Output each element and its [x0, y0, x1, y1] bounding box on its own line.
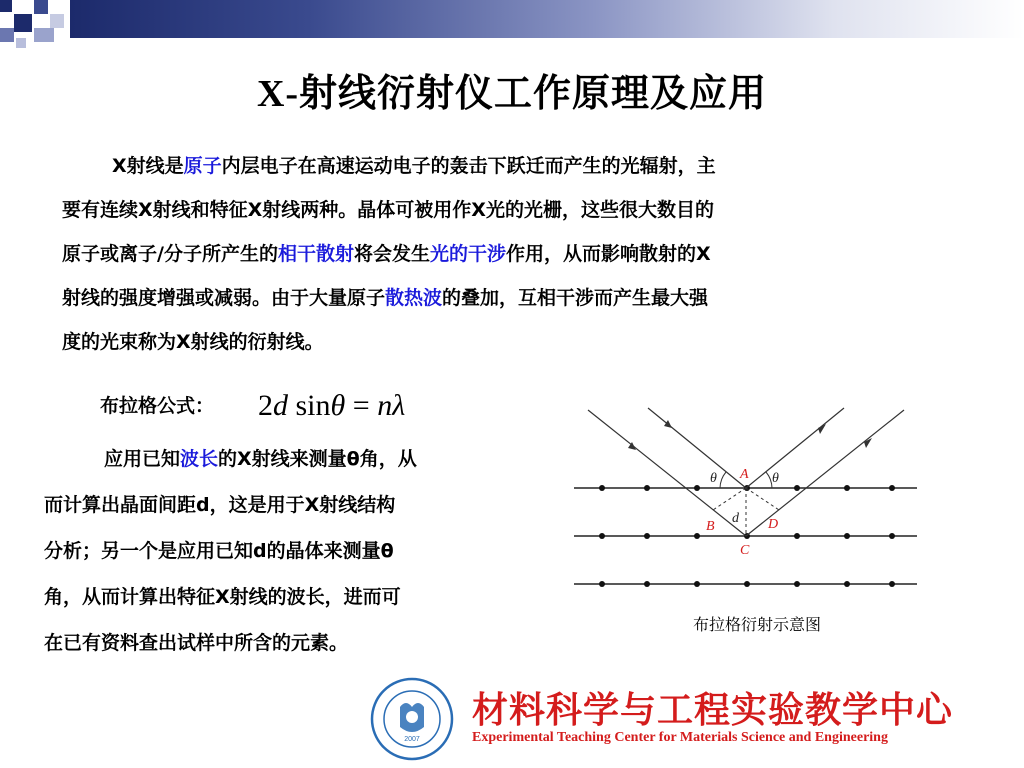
college-seal-logo	[370, 677, 454, 761]
intro-line-2: 要有连续X射线和特征X射线两种。晶体可被用作X光的光栅，这些很大数目的	[62, 199, 714, 221]
page-title: X-射线衍射仪工作原理及应用	[256, 73, 768, 115]
application-line-5: 在已有资料查出试样中所含的元素。	[44, 632, 349, 654]
application-line-3: 分析；另一个是应用已知d的晶体来测量θ	[44, 540, 394, 562]
label-d: d	[732, 511, 739, 526]
highlight-term: 原子	[183, 155, 222, 177]
highlight-term: 波长	[180, 448, 219, 470]
label-D: D	[768, 517, 779, 532]
application-line-1: 应用已知波长的X射线来测量θ角，从	[104, 448, 417, 470]
intro-paragraph	[62, 144, 952, 364]
intro-line-5: 度的光束称为X射线的衍射线。	[62, 331, 324, 353]
bragg-formula-label: 布拉格公式：	[100, 395, 215, 417]
label-A: A	[740, 467, 749, 482]
logo-year: 2007	[404, 736, 420, 743]
label-theta-right: θ	[772, 471, 779, 486]
label-theta-left: θ	[710, 471, 717, 486]
application-line-4: 角，从而计算出特征X射线的波长，进而可	[44, 586, 401, 608]
center-name-english: Experimental Teaching Center for Materials Science and Engineering	[472, 730, 888, 745]
highlight-term: 光的干涉	[429, 243, 506, 265]
center-name-chinese: 材料科学与工程实验教学中心	[472, 690, 954, 730]
bragg-formula: 2d sinθ = nλ	[258, 389, 406, 422]
application-paragraph	[44, 436, 542, 666]
intro-line-4: 射线的强度增强或减弱。由于大量原子散热波的叠加，互相干涉而产生最大强	[62, 287, 709, 309]
intro-line-3: 原子或离子/分子所产生的相干散射将会发生光的干涉作用，从而影响散射的X	[62, 243, 711, 265]
application-line-2: 而计算出晶面间距d，这是用于X射线结构	[44, 494, 396, 516]
intro-line-1: X射线是原子内层电子在高速运动电子的轰击下跃迁而产生的光辐射，主	[112, 155, 716, 177]
header-gradient-bar	[70, 0, 1024, 38]
diagram-caption: 布拉格衍射示意图	[693, 617, 822, 634]
highlight-term: 散热波	[385, 287, 443, 309]
bragg-diffraction-diagram	[572, 404, 922, 596]
label-C: C	[740, 543, 750, 558]
label-B: B	[706, 519, 715, 534]
highlight-term: 相干散射	[277, 243, 354, 265]
